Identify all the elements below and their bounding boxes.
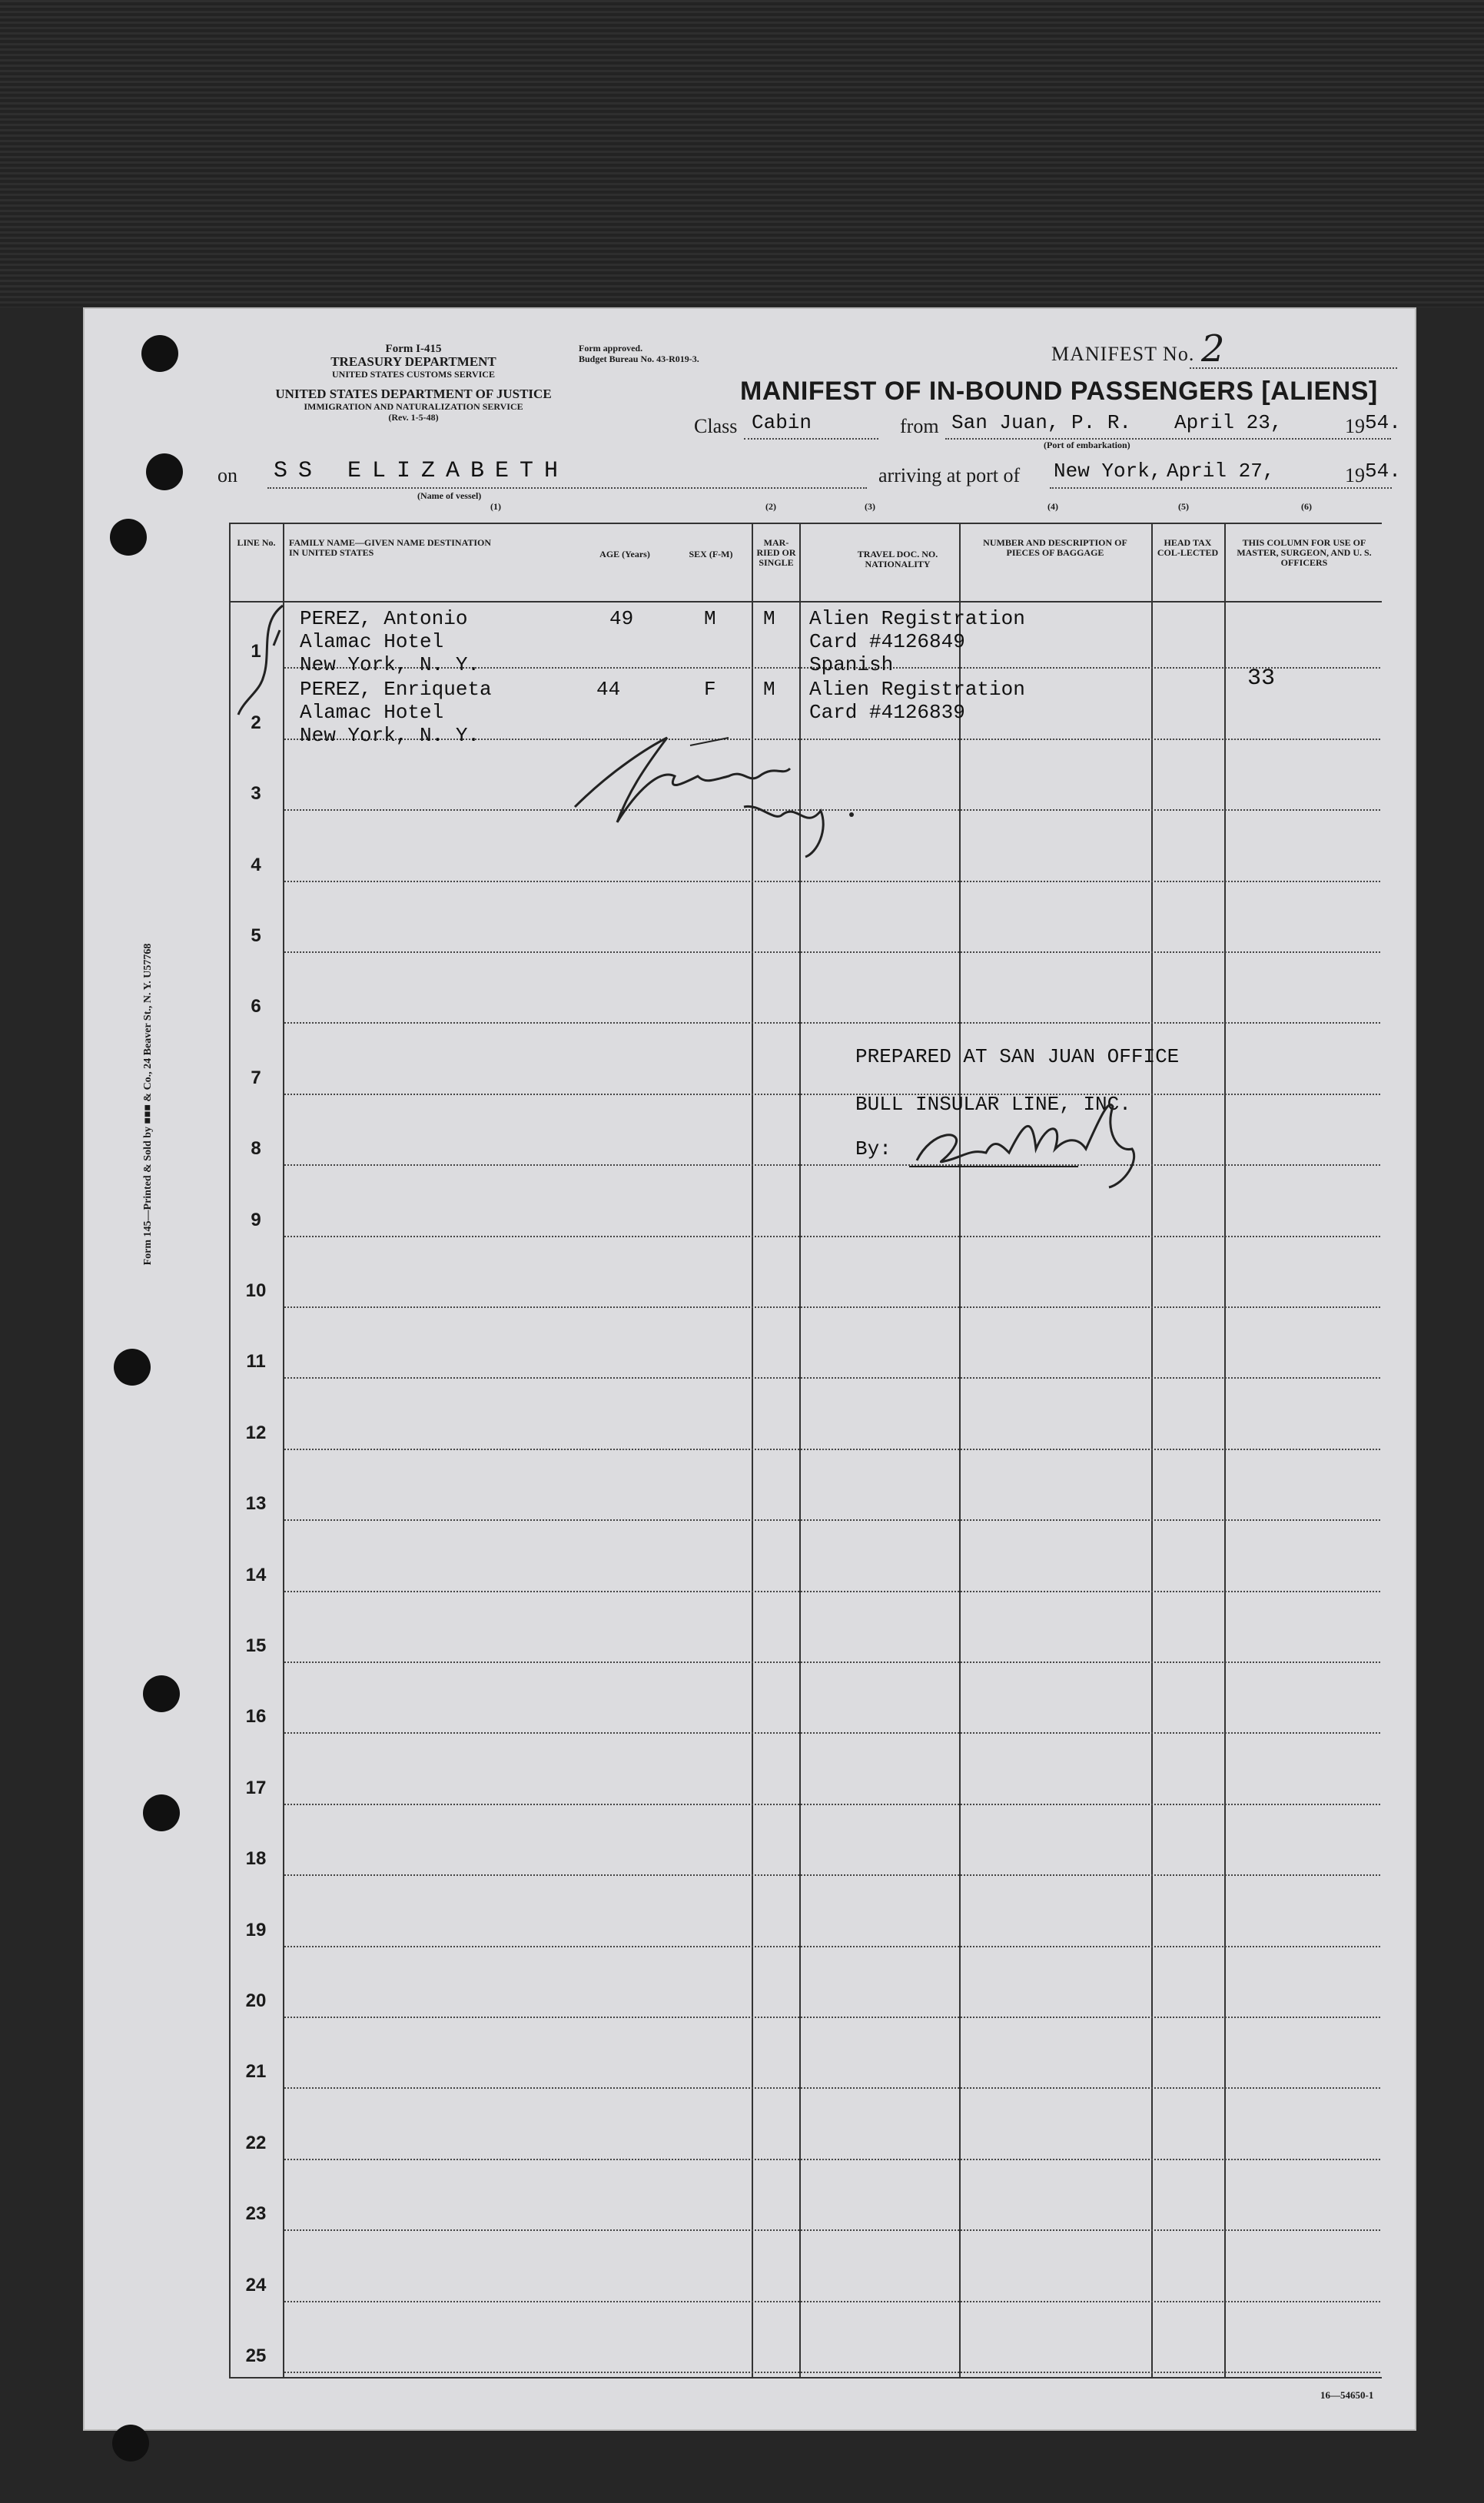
vessel-col-num: (1)	[490, 501, 501, 512]
passenger-2-sex: F	[704, 678, 716, 701]
row-dotted-line	[284, 2301, 1380, 2302]
ins-label: IMMIGRATION AND NATURALIZATION SERVICE	[304, 401, 523, 412]
header-married: MAR-RIED OR SINGLE	[756, 537, 796, 568]
row-dotted-line	[284, 2229, 1380, 2231]
table-bottom-border	[229, 2377, 1382, 2379]
passenger-2-name: PEREZ, Enriqueta	[300, 678, 492, 701]
master-signature	[552, 722, 921, 861]
rev-label: (Rev. 1-5-48)	[388, 412, 439, 423]
departure-year-prefix: 19	[1345, 415, 1365, 437]
col-num-3: (3)	[865, 501, 875, 512]
on-label: on	[217, 464, 237, 486]
row-dotted-line	[284, 951, 1380, 953]
passenger-2-dest1: Alamac Hotel	[300, 701, 444, 724]
col-num-4: (4)	[1047, 501, 1058, 512]
row-dotted-line	[284, 1946, 1380, 1947]
header-officers: THIS COLUMN FOR USE OF MASTER, SURGEON, AND U. S. OFFICERS	[1237, 537, 1372, 568]
punch-hole	[143, 1675, 180, 1712]
row-number: 15	[245, 1635, 267, 1656]
header-name: FAMILY NAME—GIVEN NAME DESTINATION IN UNITED STATES	[289, 537, 492, 558]
department-of-justice: UNITED STATES DEPARTMENT OF JUSTICE	[275, 387, 552, 401]
officer-mark: 33	[1247, 666, 1276, 692]
customs-service: UNITED STATES CUSTOMS SERVICE	[332, 369, 495, 380]
col-divider	[1151, 523, 1153, 2379]
passenger-2-doc1: Alien Registration	[809, 678, 1025, 701]
row-number: 25	[245, 2345, 267, 2366]
row-number: 19	[245, 1920, 267, 1940]
header-line-no: LINE No.	[237, 537, 276, 548]
row-number: 20	[245, 1990, 267, 2011]
footer-code: 16—54650-1	[1320, 2389, 1374, 2401]
passenger-1-dest2: New York, N. Y.	[300, 653, 480, 676]
passenger-1-doc2: Card #4126849	[809, 630, 965, 653]
header-travel-doc: TRAVEL DOC. NO. NATIONALITY	[857, 549, 938, 569]
arrival-port: New York,	[1054, 460, 1162, 483]
departure-date: April 23,	[1174, 411, 1283, 434]
budget-bureau: Budget Bureau No. 43-R019-3.	[579, 354, 699, 364]
form-number: Form I-415	[385, 343, 442, 355]
row-number: 5	[251, 925, 261, 946]
row-number: 21	[245, 2061, 267, 2082]
col-num-2: (2)	[765, 501, 776, 512]
col-divider	[959, 523, 961, 2379]
prepared-line-1: PREPARED AT SAN JUAN OFFICE	[855, 1045, 1180, 1068]
row-dotted-line	[284, 1306, 1380, 1308]
passenger-1-name: PEREZ, Antonio	[300, 607, 468, 630]
row-dotted-line	[284, 1022, 1380, 1024]
row-dotted-line	[284, 1804, 1380, 1805]
class-value: Cabin	[752, 411, 812, 434]
manifest-page	[83, 307, 1416, 2431]
prepared-line-2: BULL INSULAR LINE, INC.	[855, 1093, 1131, 1116]
passenger-1-doc1: Alien Registration	[809, 607, 1025, 630]
manifest-no-label: MANIFEST No.	[1051, 343, 1195, 365]
row-dotted-line	[284, 1661, 1380, 1663]
class-label: Class	[694, 415, 738, 437]
row-number: 2	[251, 712, 261, 733]
prepared-by: By:	[855, 1137, 891, 1160]
row-dotted-line	[284, 1874, 1380, 1876]
row-number: 14	[245, 1565, 267, 1585]
row-dotted-line	[284, 1591, 1380, 1592]
punch-hole	[143, 1794, 180, 1831]
row-number: 9	[251, 1210, 261, 1230]
row-dotted-line	[284, 1377, 1380, 1379]
row-dotted-line	[284, 2087, 1380, 2089]
row-number: 17	[245, 1778, 267, 1798]
manifest-no-value: 2	[1201, 327, 1225, 370]
vessel-line	[267, 487, 867, 489]
header-age: AGE (Years)	[599, 549, 650, 559]
arrival-line	[1050, 487, 1392, 489]
row-number: 22	[245, 2133, 267, 2153]
col-divider	[1224, 523, 1226, 2379]
table-header-border	[229, 601, 1382, 603]
arriving-label: arriving at port of	[878, 464, 1021, 486]
port-embarkation-note: (Port of embarkation)	[1044, 440, 1130, 450]
row-dotted-line	[284, 1164, 1380, 1166]
vessel-name: SS ELIZABETH	[274, 458, 569, 484]
col-num-6: (6)	[1301, 501, 1312, 512]
row-number: 1	[251, 641, 261, 662]
treasury-department: TREASURY DEPARTMENT	[330, 354, 496, 369]
passenger-2-dest2: New York, N. Y.	[300, 724, 480, 747]
arrival-year-prefix: 19	[1345, 464, 1365, 486]
agent-signature	[901, 1076, 1194, 1191]
col-divider	[283, 523, 284, 2379]
row-number: 16	[245, 1706, 267, 1727]
class-line	[744, 438, 878, 440]
row-number: 6	[251, 996, 261, 1017]
col-num-5: (5)	[1178, 501, 1189, 512]
side-printer-text: Form 145—Printed & Sold by ■■■ & Co., 24 Beaver St., N. Y. U57768	[142, 943, 154, 1266]
bracket-mark	[229, 599, 306, 753]
col-divider	[229, 523, 231, 2379]
punch-hole	[146, 453, 183, 490]
manifest-title: MANIFEST OF IN-BOUND PASSENGERS [ALIENS]	[740, 377, 1378, 406]
punch-hole	[112, 2425, 149, 2462]
header-sex: SEX (F-M)	[689, 549, 733, 559]
passenger-1-dest1: Alamac Hotel	[300, 630, 444, 653]
row-number: 7	[251, 1067, 261, 1088]
row-number: 11	[246, 1351, 266, 1372]
table-top-border	[229, 523, 1382, 524]
row-number: 18	[245, 1848, 267, 1869]
header-head-tax: HEAD TAX COL-LECTED	[1157, 537, 1219, 558]
row-number: 13	[245, 1493, 267, 1514]
row-dotted-line	[284, 2159, 1380, 2160]
row-dotted-line	[284, 881, 1380, 882]
row-dotted-line	[284, 1449, 1380, 1450]
row-dotted-line	[284, 1519, 1380, 1521]
row-number: 3	[251, 783, 261, 804]
row-dotted-line	[284, 2017, 1380, 2018]
passenger-2-marital: M	[763, 678, 775, 701]
arrival-year: 54.	[1365, 460, 1401, 483]
passenger-2-doc2: Card #4126839	[809, 701, 965, 724]
row-dotted-line	[284, 1094, 1380, 1095]
row-dotted-line	[284, 1236, 1380, 1237]
passenger-1-marital: M	[763, 607, 775, 630]
from-line	[945, 438, 1391, 440]
punch-hole	[110, 519, 147, 556]
row-number: 12	[245, 1422, 267, 1443]
scan-background	[0, 0, 1484, 307]
arrival-date: April 27,	[1167, 460, 1275, 483]
row-number: 10	[245, 1280, 267, 1301]
from-label: from	[900, 415, 939, 437]
passenger-2-age: 44	[596, 678, 621, 701]
row-number: 4	[251, 855, 261, 875]
passenger-1-sex: M	[704, 607, 716, 630]
row-dotted-line	[284, 1732, 1380, 1734]
row-number: 8	[251, 1138, 261, 1159]
row-number: 23	[245, 2203, 267, 2224]
departure-year: 54.	[1365, 411, 1401, 434]
row-number: 24	[245, 2275, 267, 2296]
form-approved: Form approved.	[579, 343, 643, 354]
header-baggage: NUMBER AND DESCRIPTION OF PIECES OF BAGGAGE	[983, 537, 1127, 558]
passenger-1-age: 49	[609, 607, 634, 630]
row-dotted-line	[284, 2372, 1380, 2373]
embark-port: San Juan, P. R.	[951, 411, 1132, 434]
passenger-1-nationality: Spanish	[809, 653, 894, 676]
vessel-note: (Name of vessel)	[417, 490, 482, 501]
punch-hole	[141, 335, 178, 372]
